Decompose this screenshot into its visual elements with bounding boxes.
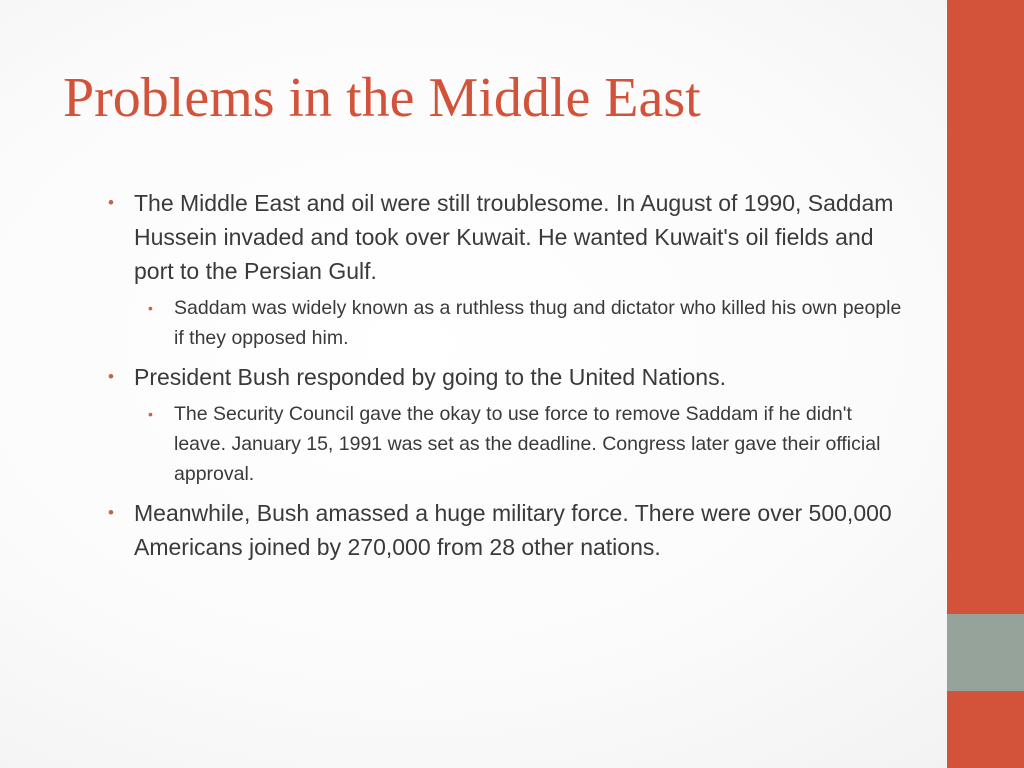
sub-bullet-item [148,293,908,353]
bullet-item [108,360,908,394]
bullet-text: The Middle East and oil were still troublesome. In August of 1990, Saddam Hussein invaded and took over Kuwait. He wanted Kuwait's oil fields and port to the Persian Gulf. [134,190,894,284]
bullet-dot-icon: • [108,193,114,212]
bullet-dot-icon: • [108,503,114,522]
bullet-dot-icon: • [148,406,153,422]
bullet-dot-icon: • [148,300,153,316]
sub-bullet-text: Saddam was widely known as a ruthless thug and dictator who killed his own people if they opposed him. [174,297,902,349]
accent-bar-middle [947,614,1024,691]
bullet-list [108,186,908,569]
sub-bullet-item [148,399,908,489]
bullet-text: President Bush responded by going to the United Nations. [134,364,726,390]
accent-bar-bottom [947,691,1024,768]
slide-title: Problems in the Middle East [63,67,701,129]
bullet-item [108,496,908,564]
bullet-item [108,186,908,288]
bullet-text: Meanwhile, Bush amassed a huge military force. There were over 500,000 Americans joined by 270,000 from 28 other nations. [134,500,892,560]
sub-bullet-text: The Security Council gave the okay to use force to remove Saddam if he didn't leave. January 15, 1991 was set as the deadline. Congress later gave their official approval. [174,403,881,485]
bullet-dot-icon: • [108,367,114,386]
accent-bar-top [947,0,1024,614]
